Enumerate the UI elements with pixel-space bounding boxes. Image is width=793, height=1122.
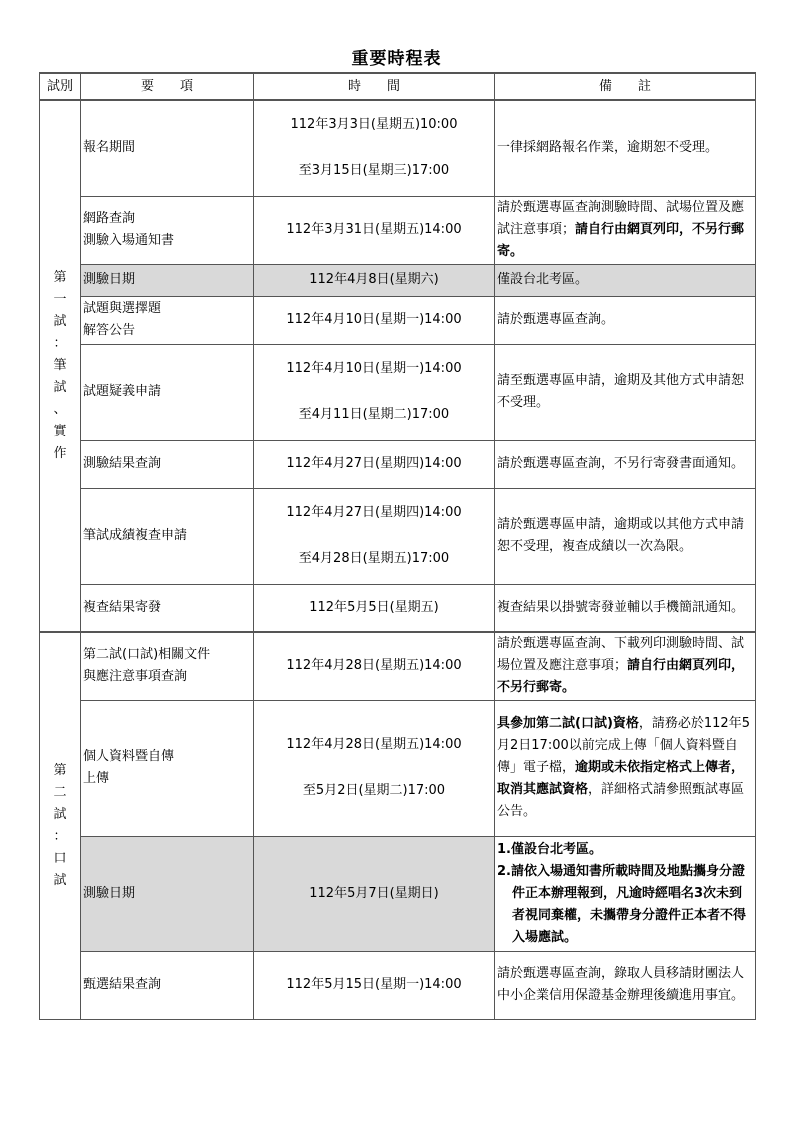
item-line: 上傳 [83,771,110,786]
note-cell: 複查結果以掛號寄發並輔以手機簡訊通知。 [495,584,756,632]
time-start: 112年4月27日(星期四)14:00 [286,505,462,520]
item-cell: 測驗日期 [81,836,254,951]
item-cell [81,700,254,836]
note-bold: 請自行由網頁列印，不另行郵寄。 [497,658,745,696]
table-header-row [40,73,756,100]
time-cell: 112年5月15日(星期一)14:00 [254,951,495,1019]
table-row [40,951,756,1019]
time-cell: 112年5月7日(星期日) [254,836,495,951]
time-cell: 112年4月8日(星期六) [254,264,495,296]
item-cell: 試題疑義申請 [81,344,254,440]
header-item: 要 項 [81,73,254,100]
note-text: ，請務必於112年5月2日17:00以前完成上傳「個人資料暨自傳」電子檔， [497,716,750,775]
table-row [40,296,756,344]
page-title: 重要時程表 [351,49,442,69]
item-line: 測驗入場通知書 [83,233,175,248]
section-char: 試 [53,806,67,822]
time-start: 112年4月28日(星期五)14:00 [286,737,462,752]
table-row [40,264,756,296]
section-first-exam [40,100,81,632]
time-cell: 112年5月5日(星期五) [254,584,495,632]
note-list-item: 1.僅設台北考區。 [497,841,602,857]
time-cell: 112年4月10日(星期一)14:00 [254,296,495,344]
time-cell [254,700,495,836]
section-second-exam [40,632,81,1019]
item-cell: 甄選結果查詢 [81,951,254,1019]
note-cell [495,700,756,836]
note-list-item: 2.請依入場通知書所載時間及地點攜身分證件正本辦理報到，凡逾時經唱名3次未到者視同棄權，未攜帶身分證件正本者不得入場應試。 [497,863,747,945]
item-cell [81,632,254,700]
section-char: 第 [53,762,67,778]
section-char: ： [53,336,67,351]
table-row [40,836,756,951]
note-cell [495,196,756,264]
table-row [40,344,756,440]
section-char: 筆 [53,358,67,373]
section-char: 試 [53,380,67,395]
item-cell: 報名期間 [81,100,254,196]
time-start: 112年4月10日(星期一)14:00 [286,361,462,376]
note-bold: 請自行由網頁列印，不另行郵寄。 [497,222,745,259]
section-char: 口 [53,850,67,866]
time-end: 至5月2日(星期二)17:00 [302,783,446,798]
table-row [40,440,756,488]
time-cell [254,344,495,440]
time-end: 至4月11日(星期二)17:00 [298,407,450,422]
note-text: 請於甄選專區查詢、下載列印測驗時間、試場位置及應注意事項； [497,636,745,674]
table-row [40,100,756,196]
schedule-table [39,72,756,1020]
item-cell: 筆試成績複查申請 [81,488,254,584]
section-char: 作 [53,446,67,461]
note-cell: 僅設台北考區。 [495,264,756,296]
section-char: 、 [53,402,67,417]
item-line: 試題與選擇題 [83,301,162,316]
section-char: 一 [53,292,67,307]
section-char: 試 [53,872,67,888]
time-cell [254,488,495,584]
note-cell: 請於甄選專區查詢，錄取人員移請財團法人中小企業信用保證基金辦理後續進用事宜。 [495,951,756,1019]
note-text: ，詳細格式請參照甄試專區公告。 [497,782,745,819]
item-line: 個人資料暨自傳 [83,749,175,764]
time-end: 至3月15日(星期三)17:00 [298,163,450,179]
item-cell [81,196,254,264]
header-note: 備 註 [495,73,756,100]
note-cell: 請於甄選專區查詢。 [495,296,756,344]
note-cell: 請於甄選專區查詢，不另行寄發書面通知。 [495,440,756,488]
time-end: 至4月28日(星期五)17:00 [298,551,450,566]
time-cell: 112年3月31日(星期五)14:00 [254,196,495,264]
item-line: 與應注意事項查詢 [83,669,188,685]
item-line: 第二試(口試)相關文件 [83,647,211,663]
item-cell [81,296,254,344]
section-char: 第 [53,270,67,285]
note-bold: 逾期或未依指定格式上傳者，取消其應試資格 [497,760,745,797]
note-bold: 具參加第二試(口試)資格 [497,716,639,731]
item-line: 網路查詢 [83,211,136,226]
note-cell: 請於甄選專區申請，逾期或以其他方式申請恕不受理，複查成績以一次為限。 [495,488,756,584]
time-cell: 112年4月27日(星期四)14:00 [254,440,495,488]
note-text: 請於甄選專區查詢測驗時間、試場位置及應試注意事項； [497,200,745,237]
section-char: 實 [53,424,67,439]
note-cell: 一律採網路報名作業，逾期恕不受理。 [495,100,756,196]
note-cell [495,632,756,700]
note-cell: 請至甄選專區申請，逾期及其他方式申請恕不受理。 [495,344,756,440]
table-row [40,584,756,632]
item-cell: 測驗結果查詢 [81,440,254,488]
note-cell [495,836,756,951]
table-row [40,700,756,836]
section-char: ： [53,828,67,844]
time-start: 112年3月3日(星期五)10:00 [290,117,458,133]
header-exam: 試別 [40,73,81,100]
table-row [40,488,756,584]
header-time: 時 間 [254,73,495,100]
time-cell: 112年4月28日(星期五)14:00 [254,632,495,700]
section-char: 試 [53,314,67,329]
time-cell [254,100,495,196]
table-row [40,196,756,264]
section-char: 二 [53,784,67,800]
item-line: 解答公告 [83,323,136,338]
item-cell: 測驗日期 [81,264,254,296]
table-row [40,632,756,700]
item-cell: 複查結果寄發 [81,584,254,632]
